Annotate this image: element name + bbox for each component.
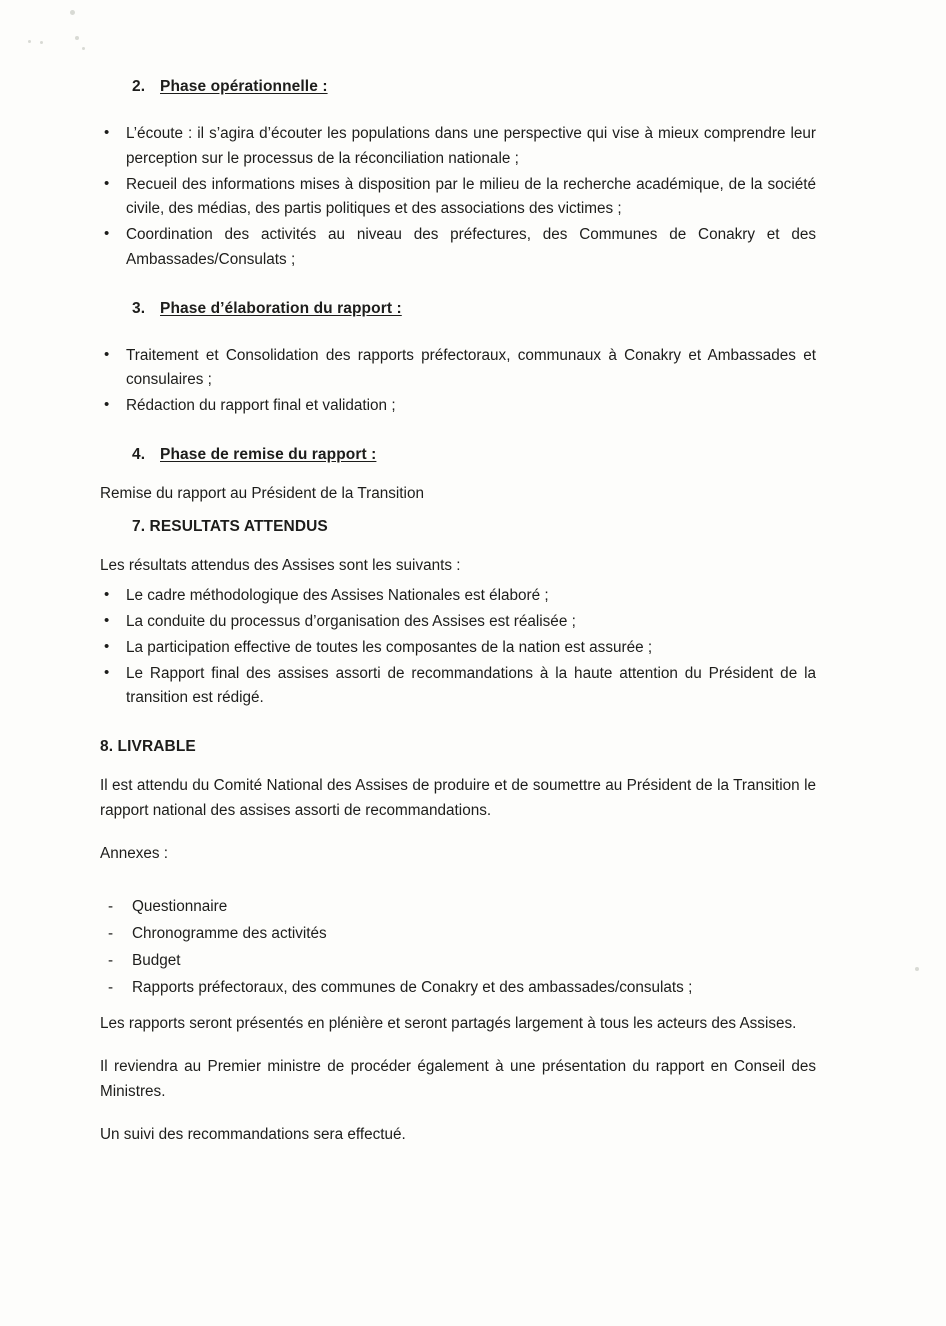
heading-number: 2. [132,78,146,95]
list-phase-operationnelle [100,122,816,273]
list-item: • Le Rapport final des assises assorti de recommandations à la haute attention du Président de la transition est rédigé. [100,662,816,712]
scan-artifact-speck [82,47,85,50]
list-item: - Budget [100,947,816,974]
heading-text: Phase de remise du rapport : [160,445,377,463]
list-item: • La participation effective de toutes les composantes de la nation est assurée ; [100,636,816,661]
heading-text: Phase d’élaboration du rapport : [160,299,402,317]
list-item: • Le cadre méthodologique des Assises Nationales est élaboré ; [100,584,816,609]
paragraph-closing-3: Un suivi des recommandations sera effectué. [100,1125,406,1143]
heading-resultats-attendus: 7. RESULTATS ATTENDUS [132,517,328,535]
list-item: - Rapports préfectoraux, des communes de Conakry et des ambassades/consulats ; [100,974,816,1001]
heading-number: 4. [132,445,146,463]
scan-artifact-speck [915,967,919,971]
heading-phase-operationnelle [132,78,816,96]
scan-artifact-speck [75,36,79,40]
document-body [100,78,816,1147]
heading-phase-remise [132,446,816,464]
list-item: - Chronogramme des activités [100,920,816,947]
label-annexes: Annexes : [100,844,169,862]
list-item: • L’écoute : il s’agira d’écouter les populations dans une perspective qui vise à mieux comprendre leur perception sur le processus de la réconciliation nationale ; [100,122,816,172]
scan-artifact-speck [28,40,31,43]
heading-text: Phase opérationnelle : [160,78,328,95]
list-item: - Questionnaire [100,893,816,920]
list-item: • La conduite du processus d’organisation des Assises est réalisée ; [100,610,816,635]
list-resultats-attendus [100,584,816,711]
list-annexes [100,893,816,1002]
heading-livrable: 8. LIVRABLE [100,738,196,756]
heading-phase-elaboration [132,300,816,318]
scan-artifact-speck [40,41,43,44]
list-item: • Coordination des activités au niveau des préfectures, des Communes de Conakry et des Ambassades/Consulats ; [100,223,816,273]
paragraph-livrable: Il est attendu du Comité National des Assises de produire et de soumettre au Président de la Transition le rapport national des assises assorti de recommandations. [100,777,816,820]
scan-artifact-speck [70,10,75,15]
list-item: • Traitement et Consolidation des rapports préfectoraux, communaux à Conakry et Ambassades et consulaires ; [100,344,816,394]
list-phase-elaboration [100,344,816,419]
paragraph-resultats-intro: Les résultats attendus des Assises sont les suivants : [100,556,461,574]
list-item: • Rédaction du rapport final et validation ; [100,394,816,419]
paragraph-closing-2: Il reviendra au Premier ministre de procéder également à une présentation du rapport en Conseil des Ministres. [100,1058,816,1100]
heading-number: 3. [132,299,146,317]
list-item: • Recueil des informations mises à disposition par le milieu de la recherche académique, de la société civile, des médias, des partis politiques et des associations des victimes ; [100,173,816,223]
paragraph-closing-1: Les rapports seront présentés en plénière et seront partagés largement à tous les acteurs des Assises. [100,1015,797,1033]
paragraph-phase-remise: Remise du rapport au Président de la Transition [100,484,424,502]
